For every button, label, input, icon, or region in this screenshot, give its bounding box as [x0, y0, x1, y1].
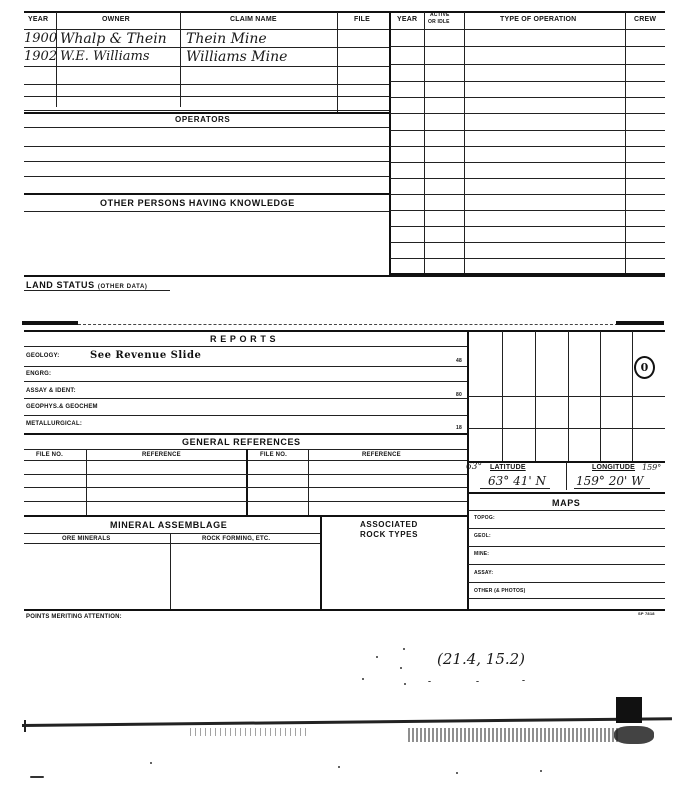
rock-forming-label: ROCK FORMING, ETC. [202, 536, 271, 542]
header-claim-name: CLAIM NAME [230, 16, 277, 23]
geology-value: See Revenue Slide [90, 350, 202, 361]
header-or-idle: OR IDLE [428, 19, 450, 25]
geology-label: GEOLOGY: [26, 353, 60, 359]
associated-label-1: ASSOCIATED [360, 520, 418, 529]
form-number: SP 7818 [638, 611, 655, 616]
latitude-label: LATITUDE [490, 464, 526, 471]
metallurgical-label: METALLURGICAL: [26, 421, 83, 427]
row-1-owner: Whalp & Thein [60, 31, 167, 47]
location-circle-text: 0 [640, 361, 649, 374]
header-year: YEAR [28, 16, 49, 23]
maps-other: OTHER (& PHOTOS) [474, 588, 526, 594]
row-2-year: 1902 [24, 49, 58, 64]
reports-title: R E P O R T S [210, 334, 277, 344]
ref-col-file-no-1: FILE NO. [36, 452, 63, 458]
row-2-claim: Williams Mine [186, 49, 288, 65]
ref-col-reference-2: REFERENCE [362, 452, 401, 458]
header-year-2: YEAR [397, 16, 418, 23]
header-type-of-operation: TYPE OF OPERATION [500, 16, 577, 23]
longitude-value: 159° 20' W [576, 474, 644, 488]
engrg-label: ENGRG: [26, 371, 52, 377]
assay-label: ASSAY & IDENT: [26, 388, 76, 394]
geophys-label: GEOPHYS.& GEOCHEM [26, 404, 98, 410]
general-references-title: GENERAL REFERENCES [182, 437, 301, 447]
row-1-claim: Thein Mine [186, 31, 267, 47]
land-status-label [26, 280, 148, 290]
longitude-label: LONGITUDE [592, 464, 636, 471]
location-circle-mark [634, 356, 655, 379]
maps-geol: GEOL: [474, 533, 491, 539]
maps-mine: MINE: [474, 551, 490, 557]
ref-col-reference-1: REFERENCE [142, 452, 181, 458]
other-persons-label: OTHER PERSONS HAVING KNOWLEDGE [100, 198, 295, 208]
operators-label: OPERATORS [175, 115, 231, 124]
maps-topog: TOPOG: [474, 515, 495, 521]
margin-num-2: 80 [456, 392, 462, 398]
header-crew: CREW [634, 16, 657, 23]
margin-num-1: 48 [456, 358, 462, 364]
row-2-owner: W.E. Williams [60, 49, 150, 64]
associated-label-2: ROCK TYPES [360, 530, 419, 539]
maps-title: MAPS [552, 498, 581, 508]
lat-prefix: 63° [466, 462, 482, 472]
ore-minerals-label: ORE MINERALS [62, 536, 111, 542]
header-file: FILE [354, 16, 370, 23]
ref-col-file-no-2: FILE NO. [260, 452, 287, 458]
latitude-value: 63° 41' N [488, 474, 546, 488]
header-active: ACTIVE [430, 12, 450, 18]
points-meriting-label: POINTS MERITING ATTENTION: [26, 614, 122, 620]
coordinates-note: (21.4, 15.2) [437, 650, 526, 668]
land-status-sub: (OTHER DATA) [97, 284, 148, 290]
margin-num-3: 18 [456, 425, 462, 431]
maps-assay: ASSAY: [474, 570, 494, 576]
header-owner: OWNER [102, 16, 130, 23]
mineral-assemblage-title: MINERAL ASSEMBLAGE [110, 520, 228, 530]
row-1-year: 1900 [24, 31, 58, 46]
land-status-title: LAND STATUS [26, 280, 95, 290]
lon-suffix: 159° [642, 463, 662, 472]
